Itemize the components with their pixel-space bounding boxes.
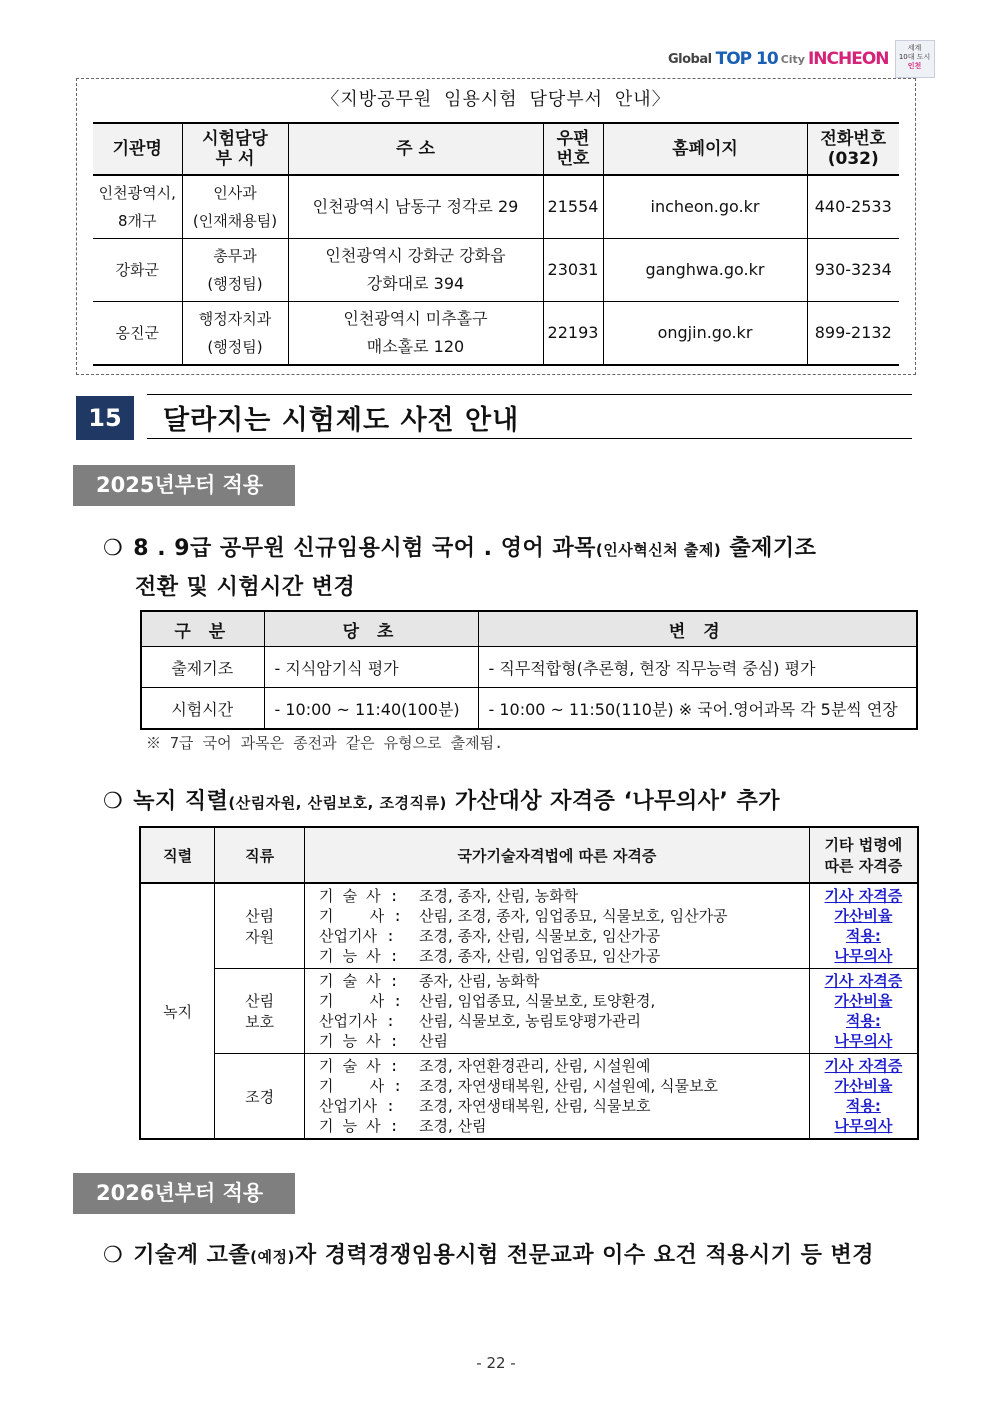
- cert-line: [319, 1056, 805, 1076]
- section-title: 달라지는 시험제도 사전 안내: [163, 405, 520, 436]
- other-cert-text: 가산비율: [834, 907, 893, 925]
- cert-line: [319, 886, 805, 906]
- org-cell: 인천광역시, 8개구: [93, 175, 182, 239]
- bullet-tech-highschool: [103, 1238, 874, 1269]
- other-cert-cell: [809, 883, 918, 969]
- other-cert-text: 가산비율: [834, 992, 893, 1010]
- row-label: 시험시간: [141, 688, 264, 730]
- header-category: 구 분: [141, 611, 264, 647]
- cert-level: 기 능 사 :: [319, 1117, 399, 1135]
- bullet-mark: ❍: [103, 536, 124, 561]
- bullet-certificate-add: [103, 784, 780, 815]
- table-row: [140, 883, 918, 969]
- after-cell: - 직무적합형(추론형, 현장 직무능력 중심) 평가: [478, 647, 917, 688]
- cert-level: 기 능 사 :: [319, 947, 399, 965]
- phone-cell: 930-3234: [807, 239, 899, 302]
- header-before: 당 초: [264, 611, 478, 647]
- table-row: [141, 647, 917, 688]
- page-number: - 22 -: [476, 1354, 516, 1372]
- address-cell: 인천광역시 강화군 강화읍 강화대로 394: [288, 239, 543, 302]
- dept-cell: 총무과 (행정팀): [182, 239, 288, 302]
- cert-line: [319, 971, 805, 991]
- table-row: [141, 688, 917, 730]
- badge-line3: 인천: [907, 62, 922, 70]
- bullet-text-small: (인사혁신처 출제): [595, 541, 722, 559]
- other-cert-text: 기사 자격증: [824, 1057, 903, 1075]
- department-table: [93, 122, 899, 366]
- cert-fields: 종자, 산림, 농화학: [419, 972, 540, 990]
- table-row: [140, 1054, 918, 1140]
- zip-cell: 21554: [543, 175, 603, 239]
- bullet-text-line2: 전환 및 시험시간 변경: [135, 575, 356, 600]
- cert-level: 산업기사 :: [319, 1012, 396, 1030]
- cert-level: 기 술 사 :: [319, 972, 399, 990]
- cert-list: [305, 1054, 810, 1140]
- section-divider-bottom: [147, 438, 912, 439]
- other-cert-cell: [809, 969, 918, 1054]
- header-homepage: 홈페이지: [603, 123, 807, 175]
- table-row: [93, 239, 899, 302]
- section-number: 15: [76, 396, 134, 440]
- department-box-title: 〈지방공무원 임용시험 담당부서 안내〉: [321, 89, 671, 110]
- bullet-mark: ❍: [103, 1243, 124, 1268]
- cert-fields: 조경, 종자, 산림, 임업종묘, 임산가공: [419, 947, 661, 965]
- cert-line: [319, 1116, 805, 1136]
- cert-level: 기 사 :: [319, 1077, 403, 1095]
- cert-line: [319, 906, 805, 926]
- cert-line: [319, 1076, 805, 1096]
- cert-fields: 조경, 자연생태복원, 산림, 시설원예, 식물보호: [419, 1077, 719, 1095]
- bullet-text-small: (산림자원, 산림보호, 조경직류): [228, 794, 447, 812]
- header-phone: 전화번호 (032): [807, 123, 899, 175]
- cert-line: [319, 1031, 805, 1051]
- header-series: 직렬: [140, 827, 215, 883]
- bullet-text: 출제기조: [721, 536, 817, 561]
- badge-line2: 10대 도시: [898, 53, 931, 61]
- before-cell: - 10:00 ~ 11:40(100분): [264, 688, 478, 730]
- cert-line: [319, 926, 805, 946]
- bullet-exam-change: [103, 530, 816, 607]
- other-cert-text: 적용:: [845, 1012, 881, 1030]
- dept-cell: 인사과 (인재채용팀): [182, 175, 288, 239]
- homepage-link[interactable]: ongjin.go.kr: [603, 302, 807, 366]
- bullet-text: 자 경력경쟁임용시험 전문교과 이수 요건 적용시기 등 변경: [294, 1243, 875, 1268]
- cert-fields: 산림: [419, 1032, 449, 1050]
- bullet-mark: ❍: [103, 789, 124, 814]
- table-row: [93, 302, 899, 366]
- cert-level: 기 사 :: [319, 907, 403, 925]
- department-table-header: [93, 123, 899, 175]
- header-branch: 직류: [215, 827, 305, 883]
- header-zip: 우편 번호: [543, 123, 603, 175]
- cert-fields: 조경, 종자, 산림, 식물보호, 임산가공: [419, 927, 661, 945]
- cert-list: [305, 969, 810, 1054]
- cert-fields: 조경, 종자, 산림, 농화학: [419, 887, 579, 905]
- dept-cell: 행정자치과 (행정팀): [182, 302, 288, 366]
- year-2025-banner: 2025년부터 적용: [73, 465, 295, 506]
- cert-line: [319, 1096, 805, 1116]
- bullet-text: 8 . 9급 공무원 신규임용시험 국어 . 영어 과목: [133, 536, 596, 561]
- logo-global: Global: [668, 51, 712, 67]
- logo-top10: TOP 10: [715, 49, 778, 69]
- bullet-text-small: (예정): [250, 1248, 295, 1266]
- branch-cell: 산림 자원: [215, 883, 305, 969]
- header-org: 기관명: [93, 123, 182, 175]
- zip-cell: 23031: [543, 239, 603, 302]
- certificate-table: [139, 826, 919, 1140]
- change-table: [140, 610, 918, 730]
- row-label: 출제기조: [141, 647, 264, 688]
- org-cell: 강화군: [93, 239, 182, 302]
- header-after: 변 경: [478, 611, 917, 647]
- cert-fields: 산림, 식물보호, 농림토양평가관리: [419, 1012, 641, 1030]
- bullet-text: 기술계 고졸: [133, 1243, 251, 1268]
- cert-fields: 조경, 자연생태복원, 산림, 식물보호: [419, 1097, 651, 1115]
- address-cell: 인천광역시 남동구 정각로 29: [288, 175, 543, 239]
- logo-badge: [895, 40, 935, 78]
- other-cert-text: 가산비율: [834, 1077, 893, 1095]
- zip-cell: 22193: [543, 302, 603, 366]
- cert-level: 산업기사 :: [319, 927, 396, 945]
- bullet-text: 가산대상 자격증 ‘나무의사’ 추가: [446, 789, 780, 814]
- cert-line: [319, 946, 805, 966]
- cert-level: 기 사 :: [319, 992, 403, 1010]
- before-cell: - 지식암기식 평가: [264, 647, 478, 688]
- table-row: [93, 175, 899, 239]
- bullet-text: 녹지 직렬: [133, 789, 229, 814]
- phone-cell: 899-2132: [807, 302, 899, 366]
- series-cell: 녹지: [140, 883, 215, 1139]
- cert-fields: 조경, 자연환경관리, 산림, 시설원예: [419, 1057, 651, 1075]
- homepage-link[interactable]: incheon.go.kr: [603, 175, 807, 239]
- cert-line: [319, 1011, 805, 1031]
- year-2026-banner: 2026년부터 적용: [73, 1173, 295, 1214]
- grade7-note: ※ 7급 국어 과목은 종전과 같은 유형으로 출제됨.: [146, 734, 504, 752]
- change-table-header: [141, 611, 917, 647]
- other-cert-text: 기사 자격증: [824, 887, 903, 905]
- badge-line1: 세계: [907, 44, 922, 52]
- certificate-table-header: [140, 827, 918, 883]
- homepage-link[interactable]: ganghwa.go.kr: [603, 239, 807, 302]
- address-cell: 인천광역시 미추홀구 매소홀로 120: [288, 302, 543, 366]
- header-other-cert: 기타 법령에 따른 자격증: [809, 827, 918, 883]
- cert-fields: 산림, 조경, 종자, 임업종묘, 식물보호, 임산가공: [419, 907, 728, 925]
- branch-cell: 조경: [215, 1054, 305, 1140]
- after-cell: - 10:00 ~ 11:50(110분) ※ 국어.영어과목 각 5분씩 연장: [478, 688, 917, 730]
- logo-city: City: [780, 52, 805, 66]
- phone-cell: 440-2533: [807, 175, 899, 239]
- other-cert-text: 나무의사: [834, 1032, 893, 1050]
- cert-level: 기 술 사 :: [319, 887, 399, 905]
- other-cert-text: 기사 자격증: [824, 972, 903, 990]
- cert-line: [319, 991, 805, 1011]
- other-cert-cell: [809, 1054, 918, 1140]
- header-national-cert: 국가기술자격법에 따른 자격증: [305, 827, 810, 883]
- org-cell: 옹진군: [93, 302, 182, 366]
- other-cert-text: 적용:: [845, 927, 881, 945]
- section-divider-top: [147, 394, 912, 395]
- header-dept: 시험담당 부 서: [182, 123, 288, 175]
- other-cert-text: 적용:: [845, 1097, 881, 1115]
- cert-level: 산업기사 :: [319, 1097, 396, 1115]
- table-row: [140, 969, 918, 1054]
- cert-fields: 산림, 임업종묘, 식물보호, 토양환경,: [419, 992, 656, 1010]
- other-cert-text: 나무의사: [834, 1117, 893, 1135]
- cert-level: 기 술 사 :: [319, 1057, 399, 1075]
- cert-level: 기 능 사 :: [319, 1032, 399, 1050]
- cert-fields: 조경, 산림: [419, 1117, 487, 1135]
- other-cert-text: 나무의사: [834, 947, 893, 965]
- logo-incheon: INCHEON: [807, 49, 889, 69]
- header-address: 주 소: [288, 123, 543, 175]
- header-logo: [668, 40, 935, 78]
- cert-list: [305, 883, 810, 969]
- branch-cell: 산림 보호: [215, 969, 305, 1054]
